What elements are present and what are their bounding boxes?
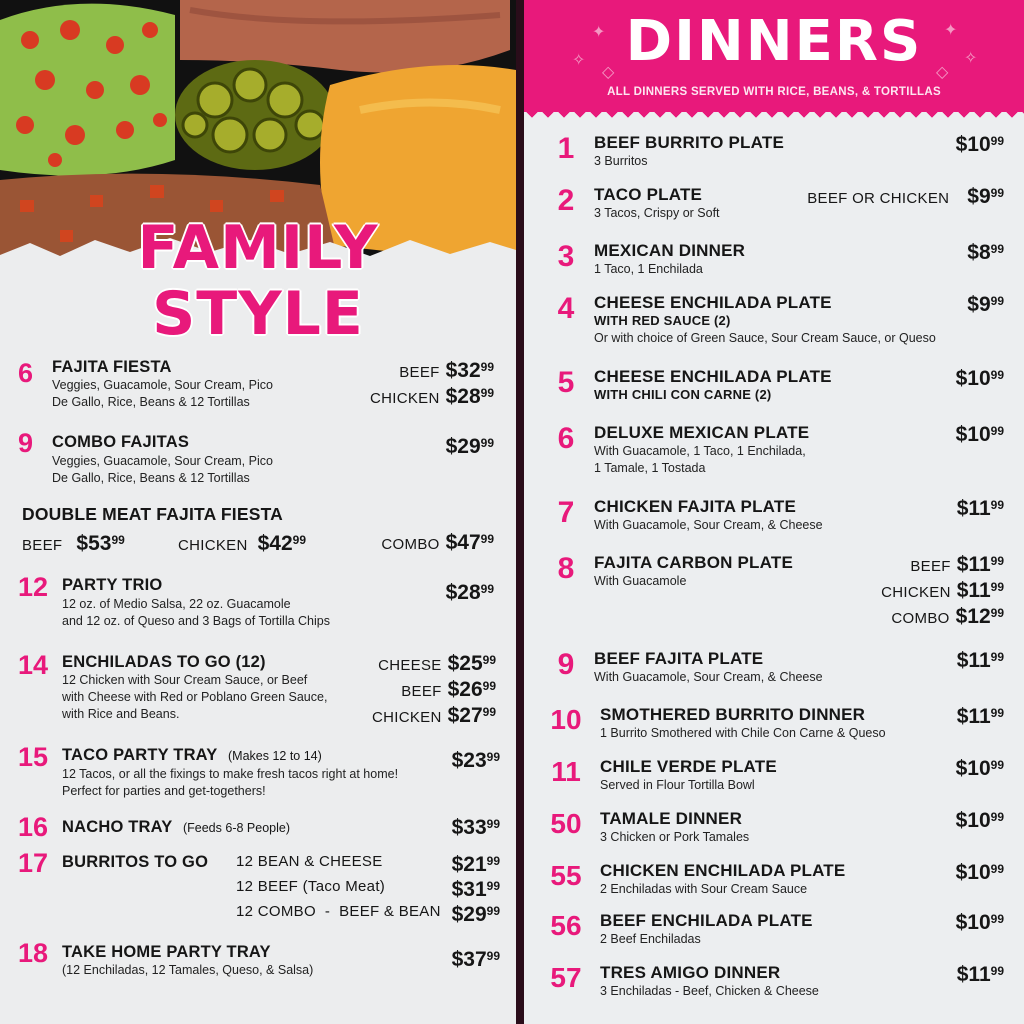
item-desc-line: 3 Enchiladas - Beef, Chicken & Cheese — [600, 984, 819, 998]
item-subtitle: WITH CHILI CON CARNE (2) — [594, 387, 772, 402]
item-subtitle: WITH RED SAUCE (2) — [594, 313, 731, 328]
price-label: BEEF OR CHICKEN — [807, 190, 950, 207]
price-label: 12 COMBO - BEEF & BEAN — [236, 903, 441, 920]
item-desc-line: Served in Flour Tortilla Bowl — [600, 778, 755, 792]
item-name: DELUXE MEXICAN PLATE — [594, 423, 810, 442]
item-number: 14 — [18, 650, 49, 680]
item-name: PARTY TRIO — [62, 576, 163, 594]
item-desc-line: 12 Chicken with Sour Cream Sauce, or Beef — [62, 673, 308, 687]
price-cents: 99 — [990, 134, 1004, 148]
price-cents: 99 — [990, 650, 1004, 664]
price — [967, 294, 1004, 315]
price-dollars: $10 — [955, 757, 991, 780]
menu-item-take-home-party-tray — [18, 940, 500, 990]
item-number: 7 — [557, 496, 575, 529]
price-dollars: $10 — [955, 133, 991, 156]
price-cents: 99 — [990, 964, 1004, 978]
item-name: CHILE VERDE PLATE — [600, 757, 777, 776]
item-desc-line: 1 Tamale, 1 Tostada — [594, 461, 706, 475]
price — [446, 436, 494, 457]
price-chicken — [178, 532, 306, 556]
item-number: 57 — [550, 962, 582, 993]
dinner-item — [546, 236, 1006, 296]
price-label: BEEF — [401, 683, 442, 700]
price-dollars: $28 — [445, 385, 481, 408]
price-label: 12 BEAN & CHEESE — [236, 853, 383, 870]
price-dollars: $11 — [956, 497, 991, 520]
item-desc-line: 3 Burritos — [594, 154, 648, 168]
dinner-item — [546, 288, 1006, 348]
price-cents: 99 — [990, 758, 1004, 772]
price-label: CHICKEN — [369, 390, 440, 407]
dinners-subtitle: ALL DINNERS SERVED WITH RICE, BEANS, & TORTILLAS — [607, 86, 941, 98]
item-desc-line: With Guacamole — [594, 574, 687, 588]
price-dollars: $9 — [967, 185, 991, 208]
price-dollars: $9 — [967, 293, 991, 316]
price-cents: 99 — [990, 424, 1004, 438]
price — [452, 949, 500, 970]
item-name: TAKE HOME PARTY TRAY — [62, 943, 271, 961]
price-dollars: $10 — [955, 423, 991, 446]
price — [957, 498, 1004, 519]
price-dollars: $31 — [451, 878, 487, 901]
price-cents: 99 — [990, 606, 1004, 620]
menu-item-nacho-tray — [18, 814, 500, 844]
price-cents: 99 — [486, 879, 500, 893]
price-cents: 99 — [480, 582, 494, 596]
item-number: 18 — [18, 938, 49, 968]
item-number: 12 — [18, 572, 49, 602]
item-number: 4 — [557, 292, 575, 325]
item-desc-line: 3 Chicken or Pork Tamales — [600, 830, 750, 844]
item-desc-line: with Cheese with Red or Poblano Green Sauce, — [62, 690, 328, 704]
price — [956, 862, 1004, 883]
price-label: COMBO — [381, 536, 440, 553]
item-desc-line: 3 Tacos, Crispy or Soft — [594, 206, 720, 220]
price-cents: 99 — [482, 705, 496, 719]
item-number: 10 — [550, 704, 582, 735]
price-cents: 99 — [486, 750, 500, 764]
item-name-text: NACHO TRAY — [62, 818, 173, 836]
price-cents: 99 — [486, 817, 500, 831]
price — [957, 706, 1004, 727]
decor-sparkle-icon: ◇ — [936, 64, 949, 81]
price-label: BEEF — [22, 537, 63, 554]
decor-sparkle-icon: ◇ — [602, 64, 615, 81]
price-cents: 99 — [480, 386, 494, 400]
item-name: BURRITOS TO GO — [62, 853, 209, 871]
decor-sparkle-icon: ✧ — [964, 50, 978, 67]
price-cents: 99 — [990, 912, 1004, 926]
price-dollars: $11 — [956, 649, 991, 672]
item-name: CHICKEN FAJITA PLATE — [594, 497, 797, 516]
dinner-item — [546, 418, 1006, 478]
price — [956, 912, 1004, 933]
price-dollars: $42 — [257, 532, 293, 555]
price — [446, 582, 494, 603]
price-label: BEEF — [910, 558, 951, 575]
item-name: ENCHILADAS TO GO (12) — [62, 653, 266, 671]
item-desc-line: 2 Enchiladas with Sour Cream Sauce — [600, 882, 808, 896]
item-desc-line: De Gallo, Rice, Beans & 12 Tortillas — [52, 471, 250, 485]
price-cents: 99 — [990, 294, 1004, 308]
price-label: CHICKEN — [881, 584, 951, 601]
price-beef — [236, 878, 500, 901]
price-cents: 99 — [990, 242, 1004, 256]
item-number: 9 — [557, 648, 575, 681]
price-dollars: $33 — [451, 816, 487, 839]
price-label: CHEESE — [378, 657, 442, 674]
price-beef — [22, 532, 125, 556]
item-number: 2 — [557, 184, 575, 217]
item-number: 11 — [551, 756, 581, 787]
item-number: 6 — [18, 358, 34, 388]
price-cents: 99 — [480, 360, 494, 374]
price-cents: 99 — [990, 554, 1004, 568]
price-label: BEEF — [399, 364, 440, 381]
item-number: 1 — [557, 132, 575, 165]
price-chicken — [372, 705, 496, 726]
item-desc-line: 1 Taco, 1 Enchilada — [594, 262, 703, 276]
item-name: TACO PLATE — [594, 185, 703, 204]
price-cents: 99 — [990, 706, 1004, 720]
item-note: (Makes 12 to 14) — [228, 749, 322, 763]
item-name: DOUBLE MEAT FAJITA FIESTA — [22, 504, 284, 524]
item-number: 3 — [557, 240, 575, 273]
dinner-item — [546, 128, 1006, 188]
item-desc-line: 2 Beef Enchiladas — [600, 932, 701, 946]
price-dollars: $10 — [955, 911, 991, 934]
price-dollars: $11 — [956, 705, 991, 728]
menu-item-taco-party-tray — [18, 744, 500, 804]
price-dollars: $27 — [447, 704, 483, 727]
item-number: 8 — [557, 552, 575, 585]
dinner-item — [546, 700, 1006, 760]
price-cents: 99 — [990, 186, 1004, 200]
item-number: 17 — [18, 848, 49, 878]
menu-item-burritos-to-go — [18, 850, 500, 930]
dinner-item — [546, 548, 1006, 628]
price — [956, 134, 1004, 155]
item-name: BEEF BURRITO PLATE — [594, 133, 784, 152]
item-number: 16 — [18, 812, 49, 842]
menu-item-double-meat-fajita-fiesta — [22, 504, 494, 554]
price — [956, 758, 1004, 779]
decor-sparkle-icon: ✧ — [572, 52, 586, 69]
price-dollars: $12 — [955, 605, 991, 628]
price-cents: 99 — [486, 854, 500, 868]
price-dollars: $26 — [447, 678, 483, 701]
price — [956, 368, 1004, 389]
item-number: 5 — [557, 366, 575, 399]
item-name: BEEF FAJITA PLATE — [594, 649, 764, 668]
item-desc-line: Or with choice of Green Sauce, Sour Cream Sauce, or Queso — [594, 331, 936, 345]
item-desc-line: With Guacamole, 1 Taco, 1 Enchilada, — [594, 444, 806, 458]
item-name — [62, 747, 322, 764]
price — [452, 817, 500, 838]
price-dollars: $32 — [445, 359, 481, 382]
dinner-item — [546, 492, 1006, 552]
family-title-line2: STYLE — [152, 279, 364, 349]
price-cents: 99 — [480, 532, 494, 546]
menu-item-party-trio — [18, 574, 494, 634]
price — [957, 650, 1004, 671]
item-name: SMOTHERED BURRITO DINNER — [600, 705, 866, 724]
price-dollars: $11 — [956, 553, 991, 576]
price-cents: 99 — [482, 679, 496, 693]
item-desc-line: Veggies, Guacamole, Sour Cream, Pico — [52, 454, 273, 468]
price-cents: 99 — [990, 498, 1004, 512]
dinner-item — [546, 906, 1006, 966]
item-name: TRES AMIGO DINNER — [600, 963, 781, 982]
dinner-item — [546, 752, 1006, 812]
item-desc-line: 1 Burrito Smothered with Chile Con Carne & Queso — [600, 726, 886, 740]
menu-item-fajita-fiesta — [18, 356, 494, 416]
price-dollars: $21 — [451, 853, 487, 876]
item-desc-line: Perfect for parties and get-togethers! — [62, 784, 266, 798]
family-title-line1: FAMILY — [137, 213, 379, 283]
price-label: 12 BEEF (Taco Meat) — [236, 878, 386, 895]
price-dollars: $8 — [967, 241, 991, 264]
price-combo — [236, 903, 500, 926]
item-desc-line: 12 oz. of Medio Salsa, 22 oz. Guacamole — [62, 597, 291, 611]
item-number: 50 — [550, 808, 582, 839]
item-number: 56 — [550, 910, 582, 941]
price — [910, 554, 1004, 575]
price-combo — [381, 532, 494, 553]
item-note: (Feeds 6-8 People) — [182, 821, 290, 835]
price-dollars: $53 — [76, 532, 112, 555]
item-number: 9 — [18, 428, 34, 458]
dinners-title: DINNERS — [625, 9, 923, 74]
item-desc-line: With Guacamole, Sour Cream, & Cheese — [594, 518, 823, 532]
panel-divider — [516, 0, 524, 1024]
price-label: CHICKEN — [178, 537, 248, 554]
price-chicken — [370, 386, 494, 407]
price — [956, 810, 1004, 831]
item-name: MEXICAN DINNER — [594, 241, 746, 260]
price-dollars: $28 — [445, 581, 481, 604]
price-label: COMBO — [891, 610, 950, 627]
dinners-header — [524, 0, 1024, 112]
menu-item-enchiladas-to-go — [18, 650, 496, 730]
dinner-item — [546, 180, 1006, 240]
price-cents: 99 — [990, 862, 1004, 876]
item-name: FAJITA FIESTA — [52, 358, 172, 376]
item-desc-line: (12 Enchiladas, 12 Tamales, Queso, & Salsa) — [62, 963, 314, 977]
item-desc-line: and 12 oz. of Queso and 3 Bags of Tortilla Chips — [62, 614, 330, 628]
dinner-item — [546, 804, 1006, 864]
item-name: CHEESE ENCHILADA PLATE — [594, 367, 832, 386]
price-cents: 99 — [486, 949, 500, 963]
item-desc-line: with Rice and Beans. — [62, 707, 180, 721]
item-name: COMBO FAJITAS — [52, 433, 190, 451]
item-name: BEEF ENCHILADA PLATE — [600, 911, 813, 930]
menu-item-combo-fajitas — [18, 430, 494, 490]
price-dollars: $29 — [451, 903, 487, 926]
price-beef — [399, 360, 494, 381]
price-cents: 99 — [292, 533, 307, 547]
item-number: 6 — [557, 422, 575, 455]
price-cheese — [378, 653, 496, 674]
item-number: 55 — [550, 860, 582, 891]
item-name: CHICKEN ENCHILADA PLATE — [600, 861, 846, 880]
price — [891, 606, 1004, 627]
price — [807, 186, 1004, 207]
item-name: CHEESE ENCHILADA PLATE — [594, 293, 832, 312]
price-cents: 99 — [486, 904, 500, 918]
price-dollars: $11 — [956, 963, 991, 986]
price-bean-cheese — [236, 853, 500, 876]
item-desc-line: 12 Tacos, or all the fixings to make fresh tacos right at home! — [62, 767, 399, 781]
dinner-item — [546, 362, 1006, 422]
item-name — [62, 819, 290, 836]
dinners-panel — [524, 0, 1024, 1024]
price-cents: 99 — [480, 436, 494, 450]
item-desc-line: De Gallo, Rice, Beans & 12 Tortillas — [52, 395, 250, 409]
price-cents: 99 — [990, 368, 1004, 382]
decor-sparkle-icon: ✦ — [944, 22, 958, 39]
decor-sparkle-icon: ✦ — [592, 24, 606, 41]
price-cents: 99 — [990, 580, 1004, 594]
price — [452, 750, 500, 771]
price — [956, 424, 1004, 445]
price-dollars: $10 — [955, 861, 991, 884]
price-dollars: $10 — [955, 367, 991, 390]
price — [967, 242, 1004, 263]
price-dollars: $10 — [955, 809, 991, 832]
item-desc-line: With Guacamole, Sour Cream, & Cheese — [594, 670, 823, 684]
price-dollars: $29 — [445, 435, 481, 458]
price-dollars: $37 — [451, 948, 487, 971]
price-cents: 99 — [990, 810, 1004, 824]
item-name: FAJITA CARBON PLATE — [594, 553, 793, 572]
price — [957, 964, 1004, 985]
price-dollars: $47 — [445, 531, 481, 554]
dinner-item — [546, 644, 1006, 704]
price-dollars: $25 — [447, 652, 483, 675]
price-dollars: $11 — [956, 579, 991, 602]
price-label: CHICKEN — [371, 709, 442, 726]
item-desc-line: Veggies, Guacamole, Sour Cream, Pico — [52, 378, 273, 392]
price-cents: 99 — [111, 533, 125, 547]
price — [881, 580, 1004, 601]
dinner-item — [546, 958, 1006, 1018]
item-name-text: TACO PARTY TRAY — [62, 746, 218, 764]
item-number: 15 — [18, 742, 49, 772]
price-cents: 99 — [482, 653, 496, 667]
price-beef — [401, 679, 496, 700]
price-dollars: $23 — [451, 749, 487, 772]
item-name: TAMALE DINNER — [600, 809, 743, 828]
